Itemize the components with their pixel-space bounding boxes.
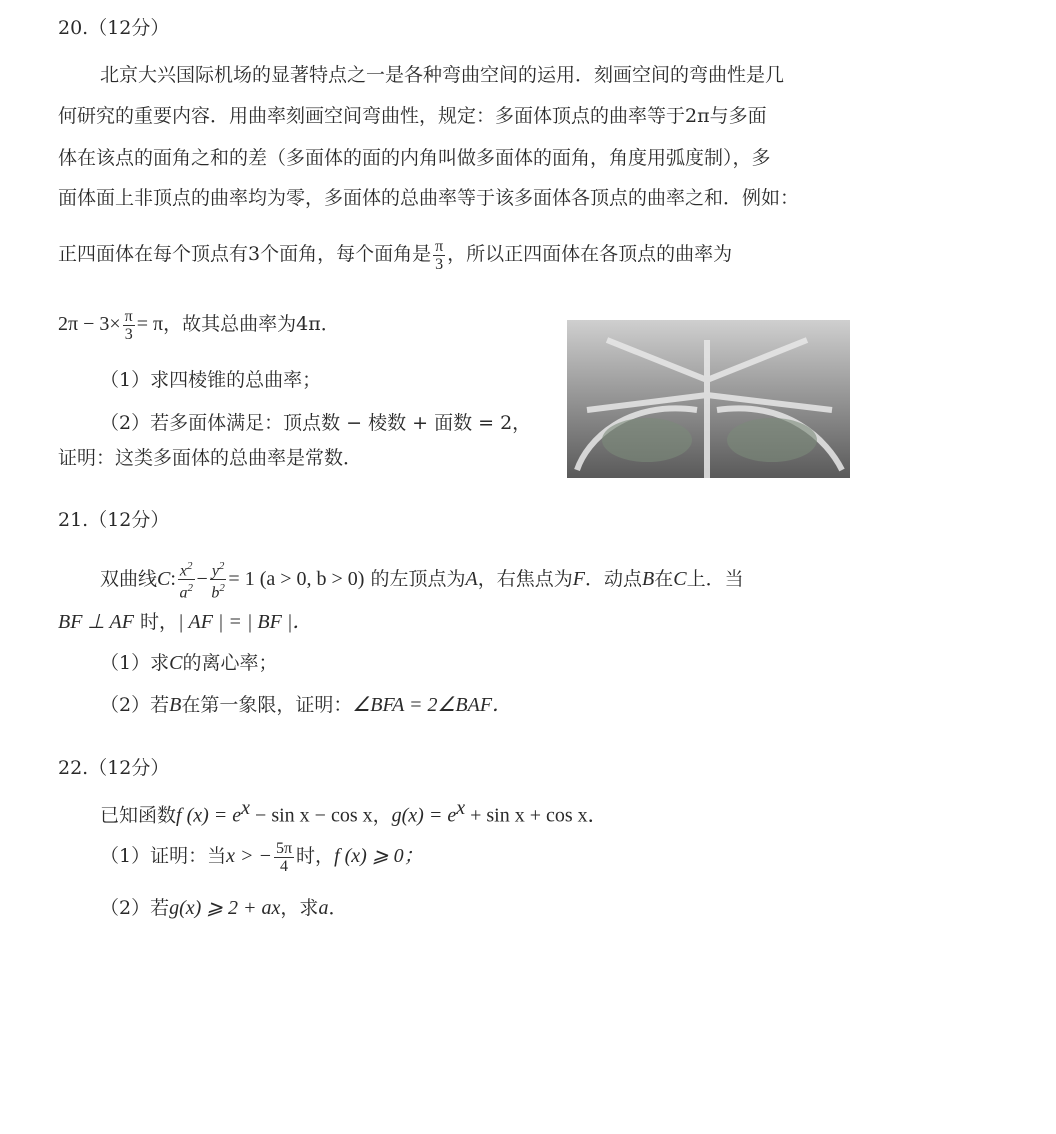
text: ，右焦点为 [477, 567, 573, 590]
q21-condition-line [58, 610, 312, 634]
text: ，求 [280, 897, 319, 919]
text: 在第一象限，证明： [181, 694, 353, 716]
var: B [641, 567, 655, 590]
text: : [170, 567, 176, 590]
denominator: b [211, 584, 220, 602]
exponent: 2 [219, 582, 225, 595]
q20-paragraph-line: 北京大兴国际机场的显著特点之一是各种弯曲空间的运用．刻画空间的弯曲性是几 [100, 64, 785, 86]
numerator: π [435, 237, 444, 255]
q21-subquestion-2 [100, 693, 512, 717]
q20-paragraph-line: 何研究的重要内容．用曲率刻画空间弯曲性，规定：多面体顶点的曲率等于2π与多面 [58, 105, 767, 127]
var: A [465, 567, 478, 590]
q21-header: 21.（12分） [58, 509, 170, 531]
text: （2）若 [100, 897, 170, 919]
q22-subquestion-1 [100, 836, 424, 876]
airport-photo [567, 320, 850, 478]
denominator: 3 [124, 325, 133, 343]
text: 在 [654, 567, 674, 590]
exponent: 2 [218, 560, 225, 572]
q20-subquestion-1: （1）求四棱锥的总曲率； [100, 369, 322, 391]
text: （2）若 [100, 694, 170, 716]
text: 的左顶点为 [364, 567, 466, 590]
text: 上．当 [686, 567, 744, 590]
q20-subquestion-2-cont: 证明：这类多面体的总曲率是常数． [58, 447, 363, 469]
text: 正四面体在每个顶点有3个面角，每个面角是 [58, 243, 432, 265]
fraction [178, 558, 195, 602]
exponent: 2 [187, 560, 193, 572]
text: ． [328, 897, 348, 919]
exponent: x [241, 797, 251, 819]
q20-paragraph-line: 体在该点的面角之和的差（多面体的面的内角叫做多面体的面角，角度用弧度制），多 [58, 147, 771, 169]
text: ，所以正四面体在各顶点的曲率为 [447, 243, 733, 265]
formula: + sin x + cos x． [465, 804, 608, 827]
fraction [210, 558, 227, 602]
fraction [123, 308, 135, 343]
formula: f (x) ⩾ 0； [334, 845, 424, 867]
q21-subquestion-1 [100, 651, 277, 675]
q20-subquestion-2: （2）若多面体满足：顶点数 − 棱数 + 面数 = 2， [100, 412, 532, 434]
text: − [196, 567, 208, 590]
q20-example-line [58, 236, 732, 273]
text: ．动点 [584, 567, 642, 590]
text: ，故其总曲率为4π． [163, 313, 340, 335]
denominator: 3 [435, 255, 444, 273]
text: 已知函数 [100, 804, 177, 827]
text: 时， [296, 845, 335, 867]
q20-header: 20.（12分） [58, 17, 170, 39]
formula: | AF | = | BF |． [177, 611, 313, 633]
denominator: a [179, 584, 188, 602]
var: F [572, 567, 585, 590]
var: a [318, 897, 329, 919]
formula: = 1 (a > 0, b > 0) [228, 567, 365, 590]
numerator: x [179, 562, 188, 580]
q22-subquestion-2 [100, 896, 347, 920]
formula: g(x) = e [391, 804, 457, 827]
text: （1）证明：当 [100, 845, 227, 867]
var: C [157, 567, 171, 590]
text: （1）求 [100, 652, 170, 674]
numerator: y [211, 562, 219, 580]
q21-hyperbola-line [100, 558, 744, 602]
fraction [433, 238, 445, 273]
text: 双曲线 [100, 567, 158, 590]
formula: 2π − 3× [58, 313, 121, 335]
var: B [169, 694, 182, 716]
formula: BF ⊥ AF [58, 611, 134, 633]
exponent: 2 [187, 582, 193, 595]
q22-function-line [100, 796, 608, 827]
numerator: π [124, 307, 133, 325]
numerator: 5π [275, 839, 293, 857]
exponent: x [456, 797, 466, 819]
text: 时， [133, 611, 178, 633]
formula: ∠BFA = 2∠BAF． [352, 694, 513, 716]
text: ， [372, 804, 392, 827]
q20-paragraph-line: 面体面上非顶点的曲率均为零，多面体的总曲率等于该多面体各顶点的曲率之和．例如： [58, 187, 800, 209]
q22-header: 22.（12分） [58, 757, 170, 779]
formula: g(x) ⩾ 2 + ax [169, 897, 281, 919]
fraction [274, 840, 294, 875]
denominator: 4 [280, 857, 288, 875]
formula: x > − [226, 845, 272, 867]
formula: f (x) = e [176, 804, 242, 827]
formula: = π [136, 313, 164, 335]
var: C [673, 567, 687, 590]
q20-formula-line [58, 306, 340, 343]
text: 的离心率； [182, 652, 278, 674]
var: C [169, 652, 183, 674]
formula: − sin x − cos x [250, 804, 373, 827]
